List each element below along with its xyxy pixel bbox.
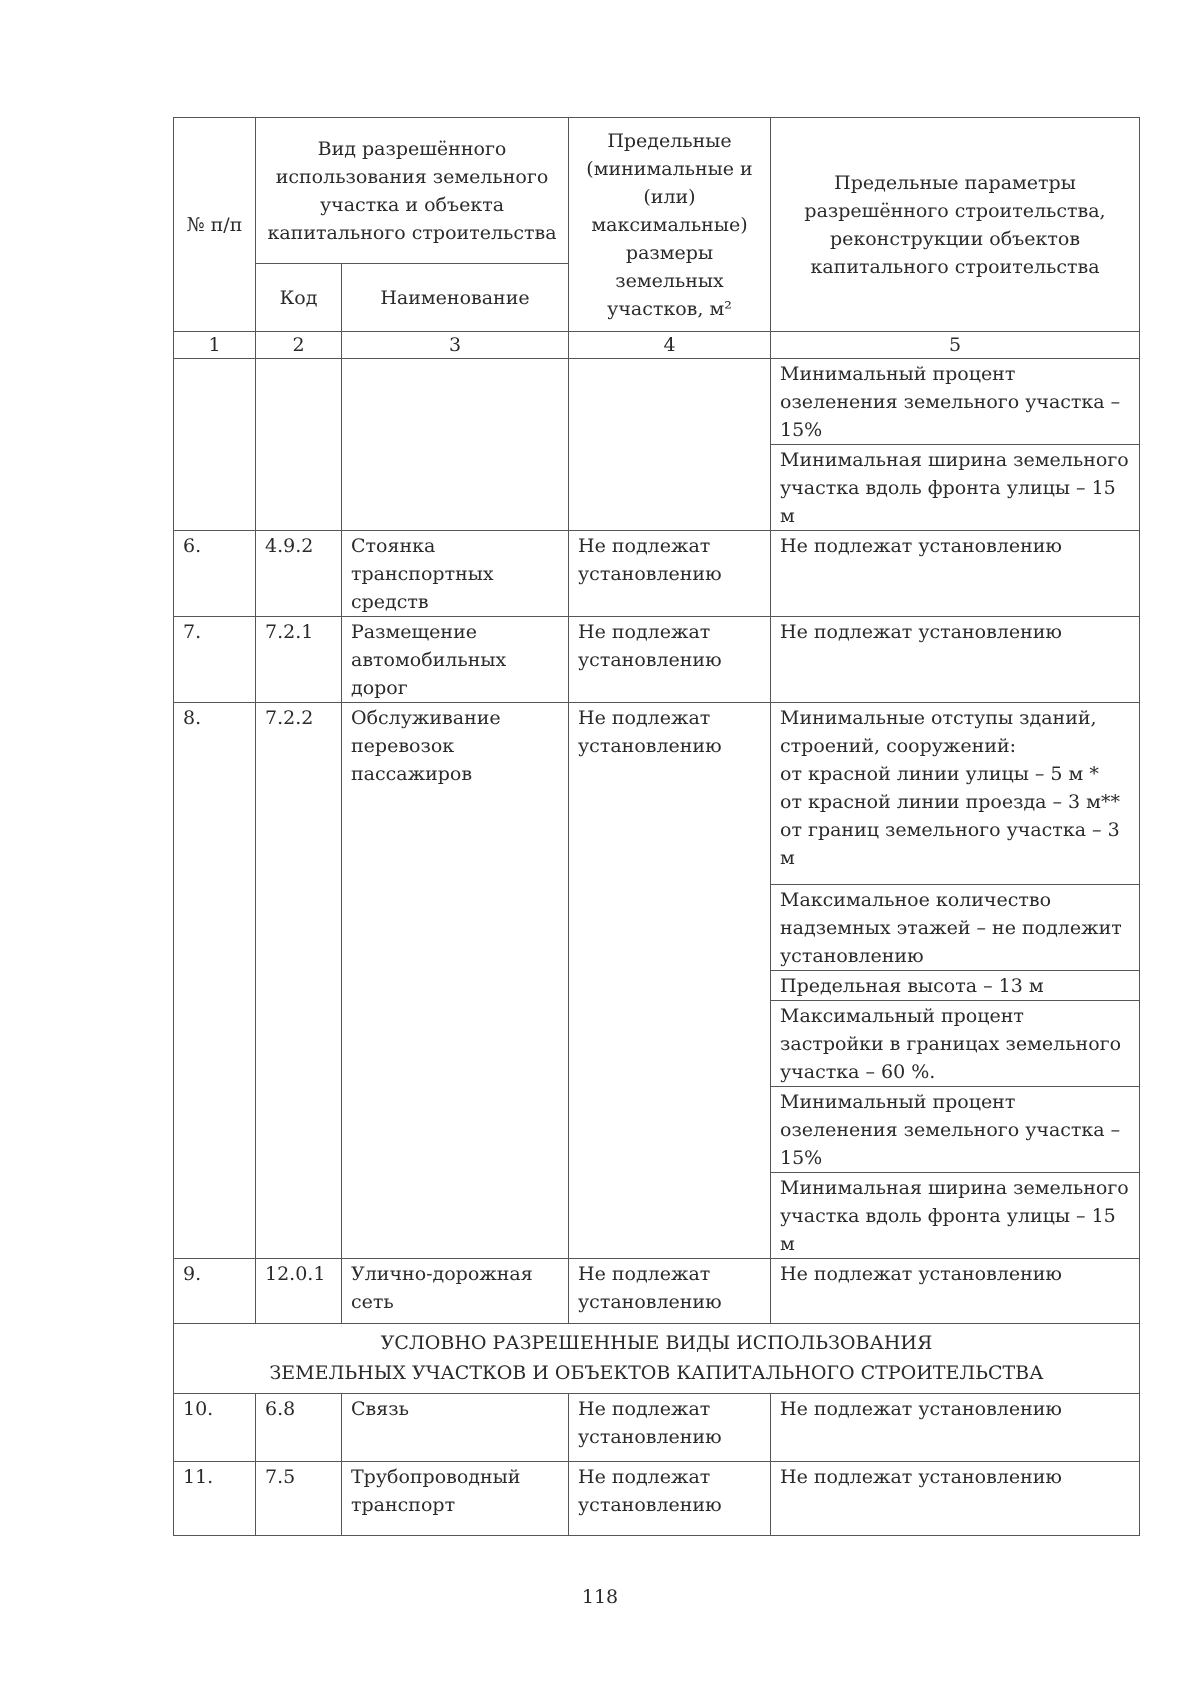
section-row [174,1324,1140,1394]
row-number-cell: 6. [174,531,256,617]
table-row [174,1394,1140,1462]
header-code: Код [256,264,342,332]
header-construction-params: Предельные параметры разрешённого строительства, реконструкции объектов капитального строительства [771,118,1140,332]
construction-param-cell: Не подлежат установлению [771,1462,1140,1536]
table-row [174,359,1140,445]
construction-param-cell: Максимальный процент застройки в границах земельного участка – 60 %. [771,1001,1140,1087]
row-number-cell: 8. [174,703,256,1259]
construction-param-cell: Не подлежат установлению [771,531,1140,617]
construction-param-cell: Минимальный процент озеленения земельного участка – 15% [771,359,1140,445]
plot-size-cell: Не подлежат установлению [569,617,771,703]
code-cell: 7.5 [256,1462,342,1536]
name-cell: Обслуживание перевозок пассажиров [342,703,569,1259]
table-row [174,1462,1140,1536]
name-cell: Стоянка транспортных средств [342,531,569,617]
row-number-cell: 11. [174,1462,256,1536]
plot-size-cell: Не подлежат установлению [569,1394,771,1462]
code-cell: 6.8 [256,1394,342,1462]
construction-param-cell: Не подлежат установлению [771,1259,1140,1324]
column-number: 1 [174,332,256,359]
header-name: Наименование [342,264,569,332]
code-cell: 12.0.1 [256,1259,342,1324]
table-body [174,359,1140,1536]
plot-size-cell [569,359,771,531]
row-number-cell [174,359,256,531]
header-row-number: № п/п [174,118,256,332]
plot-size-cell: Не подлежат установлению [569,1259,771,1324]
name-cell: Улично-дорожная сеть [342,1259,569,1324]
land-use-regulations-table [173,117,1140,1536]
table-row [174,617,1140,703]
page-number: 118 [581,1586,619,1608]
column-number: 5 [771,332,1140,359]
table-row [174,703,1140,885]
construction-param-cell: Минимальная ширина земельного участка вдоль фронта улицы – 15 м [771,1173,1140,1259]
header-plot-sizes: Предельные (минимальные и (или) максимальные) размеры земельных участков, м² [569,118,771,332]
construction-param-cell: Не подлежат установлению [771,1394,1140,1462]
column-number: 4 [569,332,771,359]
code-cell: 4.9.2 [256,531,342,617]
plot-size-cell: Не подлежат установлению [569,703,771,1259]
column-number: 2 [256,332,342,359]
header-use-type: Вид разрешённого использования земельного участка и объекта капитального строительства [256,118,569,264]
name-cell [342,359,569,531]
table-row [174,1259,1140,1324]
name-cell: Трубопроводный транспорт [342,1462,569,1536]
row-number-cell: 10. [174,1394,256,1462]
row-number-cell: 7. [174,617,256,703]
name-cell: Размещение автомобильных дорог [342,617,569,703]
name-cell: Связь [342,1394,569,1462]
construction-param-cell: Минимальный процент озеленения земельного участка – 15% [771,1087,1140,1173]
code-cell [256,359,342,531]
code-cell: 7.2.1 [256,617,342,703]
code-cell: 7.2.2 [256,703,342,1259]
table-row [174,531,1140,617]
section-title: УСЛОВНО РАЗРЕШЕННЫЕ ВИДЫ ИСПОЛЬЗОВАНИЯ ЗЕМЕЛЬНЫХ УЧАСТКОВ И ОБЪЕКТОВ КАПИТАЛЬНОГО СТРОИТЕЛЬСТВА [174,1324,1140,1394]
plot-size-cell: Не подлежат установлению [569,531,771,617]
construction-param-cell: Не подлежат установлению [771,617,1140,703]
construction-param-cell: Предельная высота – 13 м [771,971,1140,1001]
row-number-cell: 9. [174,1259,256,1324]
construction-param-cell: Максимальное количество надземных этажей – не подлежит установлению [771,885,1140,971]
plot-size-cell: Не подлежат установлению [569,1462,771,1536]
construction-param-cell: Минимальная ширина земельного участка вдоль фронта улицы – 15 м [771,445,1140,531]
column-number: 3 [342,332,569,359]
construction-param-cell: Минимальные отступы зданий, строений, сооружений: от красной линии улицы – 5 м * от красной линии проезда – 3 м** от границ земельного участка – 3 м [771,703,1140,885]
